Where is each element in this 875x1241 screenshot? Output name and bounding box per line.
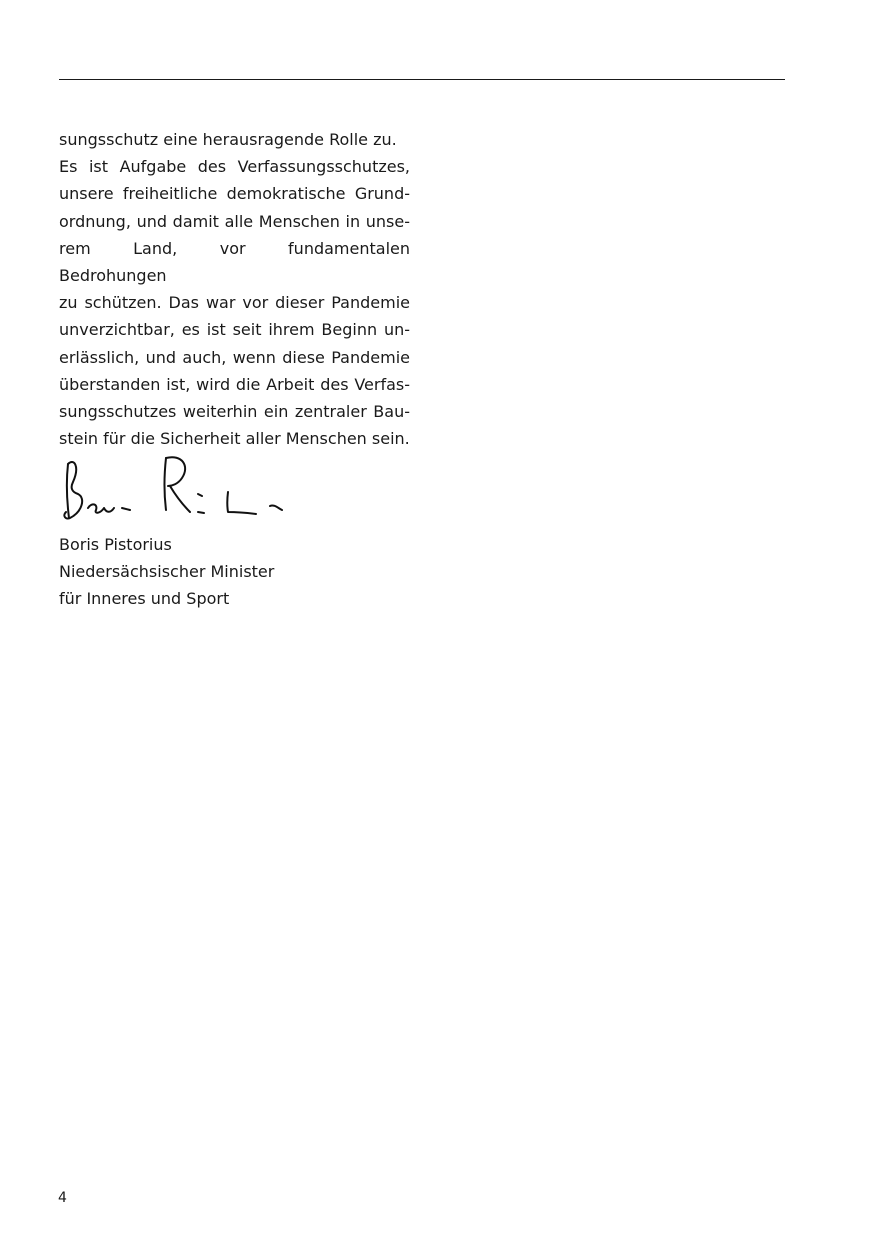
body-paragraph <box>59 126 410 452</box>
text-line: unsere freiheitliche demokratische Grund- <box>59 184 410 204</box>
signer-department: für Inneres und Sport <box>59 589 230 609</box>
text-line: Es ist Aufgabe des Verfassungsschutzes, <box>59 157 410 177</box>
text-line: unverzichtbar, es ist seit ihrem Beginn un- <box>59 320 410 340</box>
text-line: sungsschutz eine herausragende Rolle zu. <box>59 130 397 149</box>
signer-name: Boris Pistorius <box>59 535 172 554</box>
signoff-block <box>59 531 274 613</box>
text-line: erlässlich, und auch, wenn diese Pandemie <box>59 347 410 367</box>
text-line: stein für die Sicherheit aller Menschen sein. <box>59 429 410 449</box>
text-line: ordnung, und damit alle Menschen in unse- <box>59 211 410 231</box>
text-line: rem Land, vor fundamentalen Bedrohungen <box>59 238 410 286</box>
text-line: sungsschutzes weiterhin ein zentraler Bau- <box>59 402 410 422</box>
text-line: überstanden ist, wird die Arbeit des Verfas- <box>59 374 410 394</box>
header-rule <box>59 79 785 80</box>
handwritten-signature <box>58 452 290 524</box>
page-number: 4 <box>58 1190 67 1206</box>
text-line: zu schützen. Das war vor dieser Pandemie <box>59 293 410 313</box>
signer-title: Niedersächsischer Minister <box>59 562 275 582</box>
